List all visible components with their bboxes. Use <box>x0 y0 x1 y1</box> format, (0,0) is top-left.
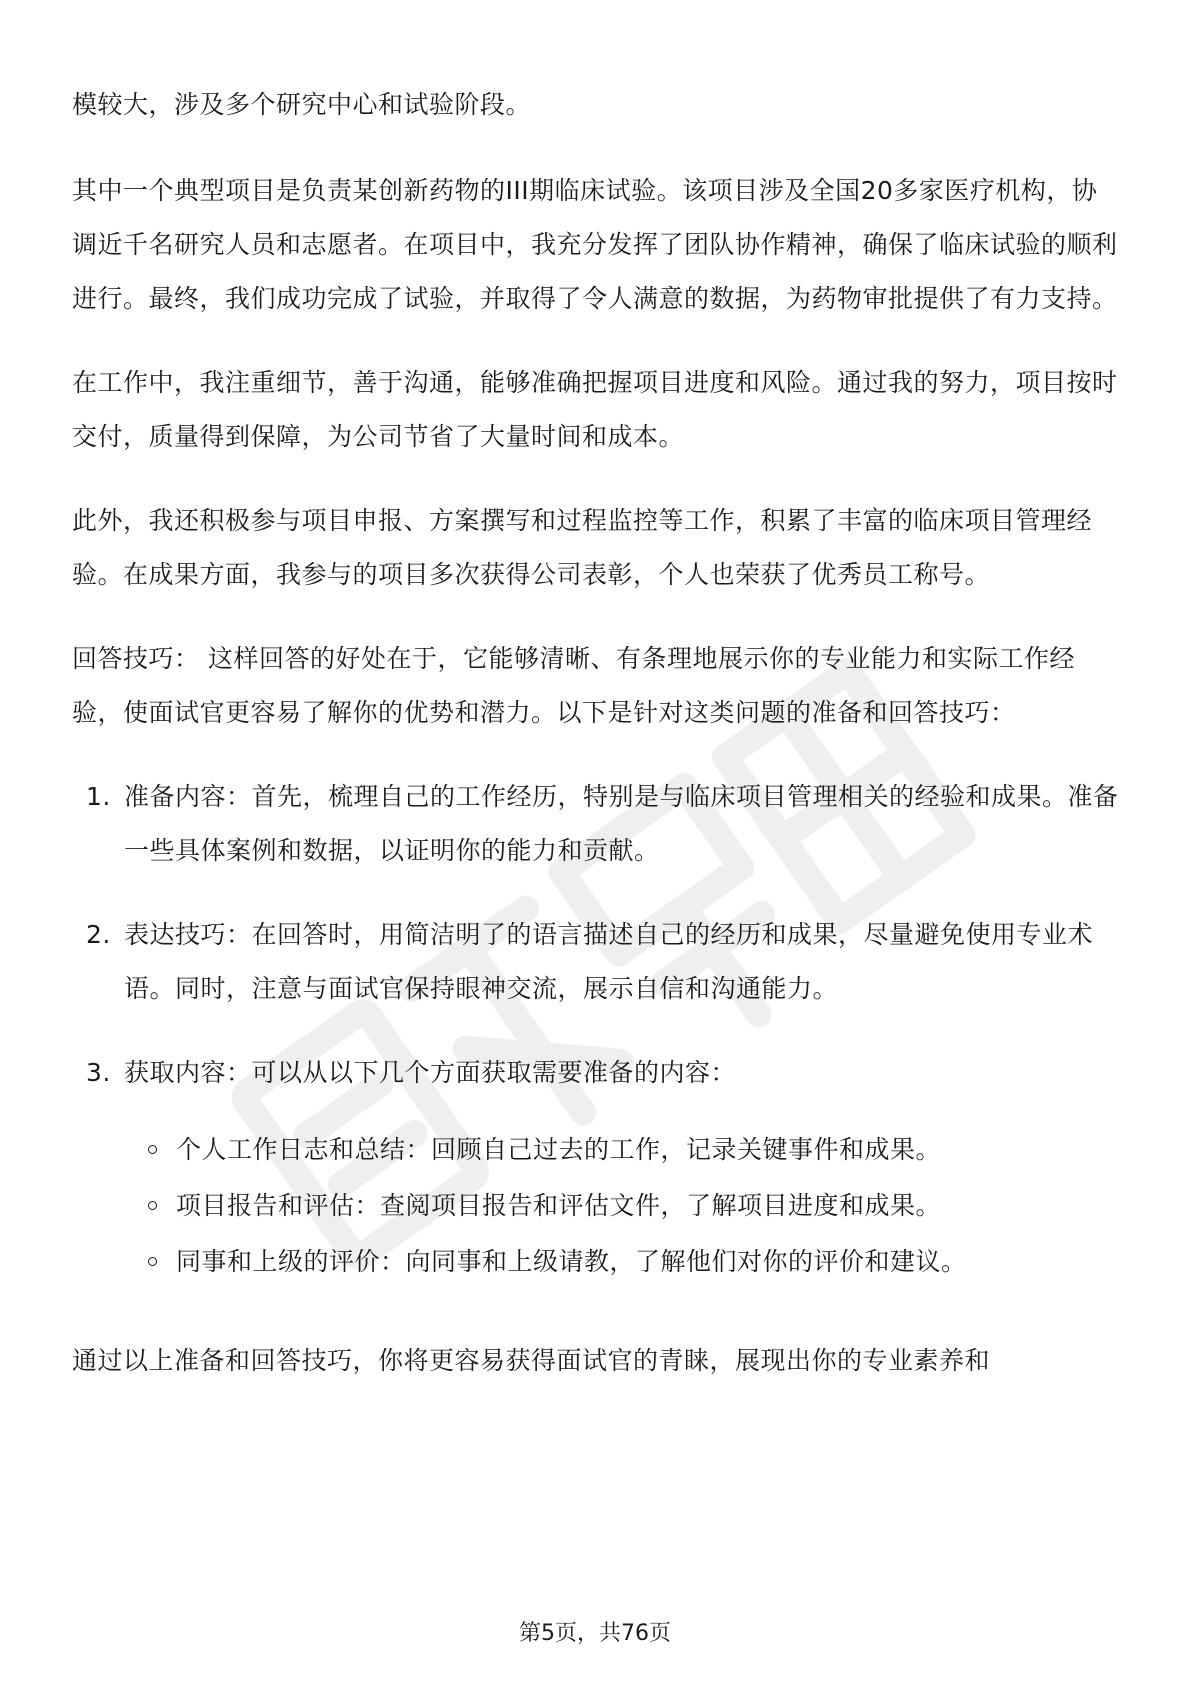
paragraph-continuation: 模较大，涉及多个研究中心和试验阶段。 <box>72 90 532 119</box>
bullet-list <box>124 1122 1122 1290</box>
bullet-item-text: 同事和上级的评价：向同事和上级请教，了解他们对你的评价和建议。 <box>176 1247 967 1276</box>
paragraph-answer-tips: 回答技巧： 这样回答的好处在于，它能够清晰、有条理地展示你的专业能力和实际工作经验，使面试官更容易了解你的优势和潜力。以下是针对这类问题的准备和回答技巧： <box>72 644 1075 727</box>
list-item <box>72 770 1122 878</box>
bullet-item-text: 项目报告和评估：查阅项目报告和评估文件，了解项目进度和成果。 <box>176 1191 942 1220</box>
list-item-text: 获取内容：可以从以下几个方面获取需要准备的内容： <box>124 1058 737 1087</box>
paragraph-achievements: 此外，我还积极参与项目申报、方案撰写和过程监控等工作，积累了丰富的临床项目管理经验。在成果方面，我参与的项目多次获得公司表彰，个人也荣获了优秀员工称号。 <box>72 506 1093 589</box>
bullet-item <box>148 1122 1122 1178</box>
list-number: 1. <box>86 782 111 811</box>
list-number: 2. <box>86 920 111 949</box>
list-item <box>72 1046 1122 1290</box>
numbered-list <box>72 770 1122 1290</box>
list-number: 3. <box>86 1058 111 1087</box>
hollow-circle-bullet-icon <box>148 1145 157 1154</box>
bullet-item <box>148 1178 1122 1234</box>
paragraph-typical-project: 其中一个典型项目是负责某创新药物的III期临床试验。该项目涉及全国20多家医疗机构，协调近千名研究人员和志愿者。在项目中，我充分发挥了团队协作精神，确保了临床试验的顺利进行。最终，我们成功完成了试验，并取得了令人满意的数据，为药物审批提供了有力支持。 <box>72 176 1118 313</box>
hollow-circle-bullet-icon <box>148 1201 157 1210</box>
paragraph-conclusion: 通过以上准备和回答技巧，你将更容易获得面试官的青睐，展现出你的专业素养和 <box>72 1346 991 1375</box>
list-item-text: 表达技巧：在回答时，用简洁明了的语言描述自己的经历和成果，尽量避免使用专业术语。同时，注意与面试官保持眼神交流，展示自信和沟通能力。 <box>124 920 1094 1003</box>
hollow-circle-bullet-icon <box>148 1257 157 1266</box>
bullet-item-text: 个人工作日志和总结：回顾自己过去的工作，记录关键事件和成果。 <box>176 1135 942 1164</box>
document-body <box>72 78 1122 1418</box>
paragraph-work-style: 在工作中，我注重细节，善于沟通，能够准确把握项目进度和风险。通过我的努力，项目按时交付，质量得到保障，为公司节省了大量时间和成本。 <box>72 368 1118 451</box>
list-item <box>72 908 1122 1016</box>
list-item-text: 准备内容：首先，梳理自己的工作经历，特别是与临床项目管理相关的经验和成果。准备一些具体案例和数据，以证明你的能力和贡献。 <box>124 782 1119 865</box>
page-number-footer: 第5页，共76页 <box>519 1621 671 1646</box>
bullet-item <box>148 1234 1122 1290</box>
